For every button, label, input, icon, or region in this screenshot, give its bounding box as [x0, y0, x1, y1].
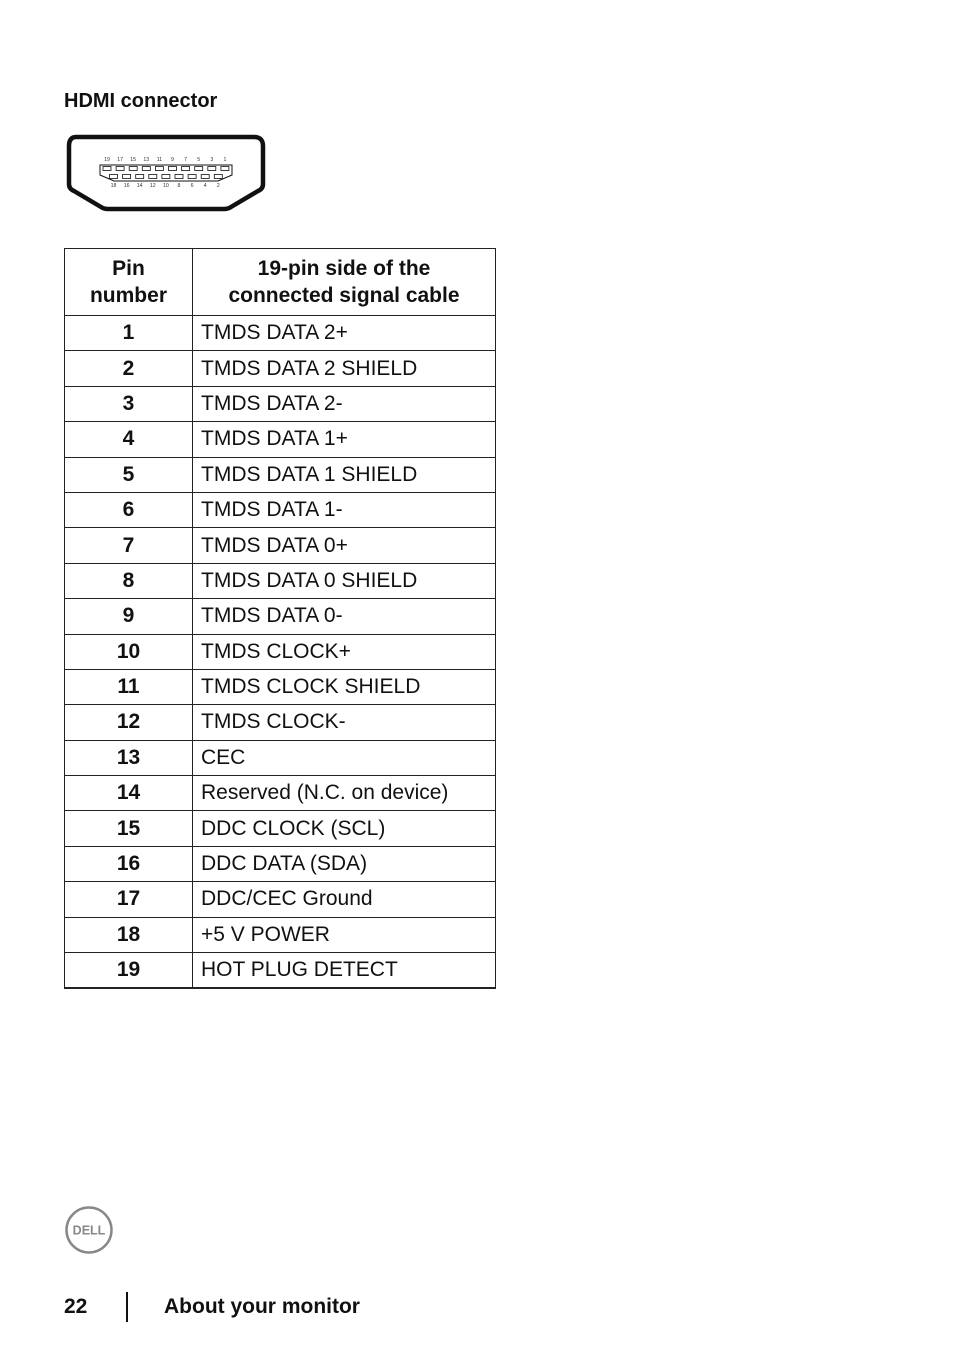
- pin-label: 18: [110, 183, 117, 189]
- pin-pad: [136, 175, 144, 179]
- signal-cell: DDC CLOCK (SCL): [193, 811, 496, 846]
- table-row: [65, 669, 496, 704]
- signal-cell: +5 V POWER: [193, 917, 496, 952]
- signal-cell: TMDS DATA 2-: [193, 386, 496, 421]
- signal-cell: DDC DATA (SDA): [193, 846, 496, 881]
- page-number: 22: [64, 1295, 88, 1318]
- pin-label: 11: [156, 157, 163, 163]
- table-row: [65, 351, 496, 386]
- signal-cell: TMDS DATA 0+: [193, 528, 496, 563]
- pin-label: 8: [177, 183, 181, 189]
- pin-label: 10: [163, 183, 169, 189]
- pin-label: 3: [210, 157, 214, 163]
- pin-number-header: Pin number: [65, 249, 193, 316]
- pin-pad: [149, 175, 157, 179]
- pin-label: 16: [123, 183, 130, 189]
- pin-label: 12: [149, 183, 156, 189]
- connector-bottom-pin-labels: [111, 183, 220, 189]
- pin-number-cell: 15: [65, 811, 193, 846]
- table-header-row: [65, 249, 496, 316]
- table-row: [65, 492, 496, 527]
- pin-label: 7: [184, 157, 188, 163]
- signal-cell: TMDS DATA 0 SHIELD: [193, 563, 496, 598]
- table-row: [65, 599, 496, 634]
- pin-label: 13: [143, 157, 150, 163]
- pin-pad: [129, 167, 137, 171]
- connector-top-pin-labels: [104, 157, 226, 163]
- pin-number-cell: 8: [65, 563, 193, 598]
- pin-label: 1: [223, 157, 227, 163]
- pin-number-cell: 12: [65, 705, 193, 740]
- pin-pad: [182, 167, 190, 171]
- pin-label: 15: [130, 157, 137, 163]
- pin-number-cell: 1: [65, 316, 193, 351]
- table-row: [65, 705, 496, 740]
- logo-text: DELL: [72, 1223, 106, 1238]
- table-row: [65, 422, 496, 457]
- table-row: [65, 846, 496, 881]
- pin-pad: [195, 167, 203, 171]
- pin-pad: [142, 167, 150, 171]
- pin-pad: [155, 167, 163, 171]
- pin-number-cell: 4: [65, 422, 193, 457]
- dell-logo-icon: [64, 1205, 114, 1255]
- page-footer: [64, 1292, 564, 1324]
- pin-label: 14: [136, 183, 143, 189]
- chapter-title: About your monitor: [164, 1295, 360, 1318]
- pin-label: 4: [203, 183, 207, 189]
- pin-label: 6: [190, 183, 194, 189]
- pin-pad: [162, 175, 170, 179]
- signal-cell: HOT PLUG DETECT: [193, 953, 496, 989]
- pin-pad: [169, 167, 177, 171]
- signal-cell: TMDS DATA 1-: [193, 492, 496, 527]
- pin-number-cell: 13: [65, 740, 193, 775]
- pin-pad: [103, 167, 111, 171]
- table-row: [65, 811, 496, 846]
- pin-pad: [201, 175, 209, 179]
- pin-label: 17: [117, 157, 123, 163]
- pin-label: 19: [104, 157, 110, 163]
- pin-pad: [221, 167, 229, 171]
- pin-number-cell: 10: [65, 634, 193, 669]
- table-row: [65, 563, 496, 598]
- pin-number-cell: 6: [65, 492, 193, 527]
- signal-cell: DDC/CEC Ground: [193, 882, 496, 917]
- pin-number-cell: 5: [65, 457, 193, 492]
- pin-number-cell: 17: [65, 882, 193, 917]
- signal-cell: TMDS CLOCK SHIELD: [193, 669, 496, 704]
- pin-number-cell: 7: [65, 528, 193, 563]
- table-row: [65, 953, 496, 989]
- pin-label: 2: [216, 183, 220, 189]
- table-row: [65, 634, 496, 669]
- table-row: [65, 528, 496, 563]
- table-row: [65, 386, 496, 421]
- table-row: [65, 882, 496, 917]
- signal-cell: TMDS DATA 2 SHIELD: [193, 351, 496, 386]
- pin-pad: [208, 167, 216, 171]
- pin-label: 5: [197, 157, 201, 163]
- hdmi-connector-icon: [66, 134, 266, 212]
- pin-pad: [116, 167, 124, 171]
- signal-header: 19-pin side of the connected signal cable: [193, 249, 496, 316]
- pin-pad: [188, 175, 196, 179]
- signal-cell: Reserved (N.C. on device): [193, 776, 496, 811]
- signal-cell: TMDS DATA 1+: [193, 422, 496, 457]
- table-row: [65, 316, 496, 351]
- pin-number-cell: 16: [65, 846, 193, 881]
- footer-divider: [126, 1292, 128, 1322]
- pin-pad: [123, 175, 131, 179]
- signal-cell: TMDS DATA 2+: [193, 316, 496, 351]
- table-row: [65, 457, 496, 492]
- pin-number-cell: 9: [65, 599, 193, 634]
- pin-label: 9: [171, 157, 174, 163]
- signal-cell: TMDS DATA 0-: [193, 599, 496, 634]
- pin-pad: [214, 175, 222, 179]
- pin-table-body: [65, 316, 496, 989]
- signal-cell: TMDS CLOCK-: [193, 705, 496, 740]
- signal-cell: CEC: [193, 740, 496, 775]
- pin-number-cell: 19: [65, 953, 193, 989]
- pin-pad: [110, 175, 118, 179]
- pin-number-cell: 18: [65, 917, 193, 952]
- signal-cell: TMDS CLOCK+: [193, 634, 496, 669]
- signal-cell: TMDS DATA 1 SHIELD: [193, 457, 496, 492]
- table-row: [65, 740, 496, 775]
- section-title: HDMI connector: [64, 90, 218, 112]
- table-row: [65, 917, 496, 952]
- pin-pad: [175, 175, 183, 179]
- hdmi-pin-table: [64, 248, 496, 989]
- pin-number-cell: 2: [65, 351, 193, 386]
- pin-number-cell: 11: [65, 669, 193, 704]
- pin-number-cell: 3: [65, 386, 193, 421]
- pin-number-cell: 14: [65, 776, 193, 811]
- connector-pins: [103, 167, 229, 179]
- table-row: [65, 776, 496, 811]
